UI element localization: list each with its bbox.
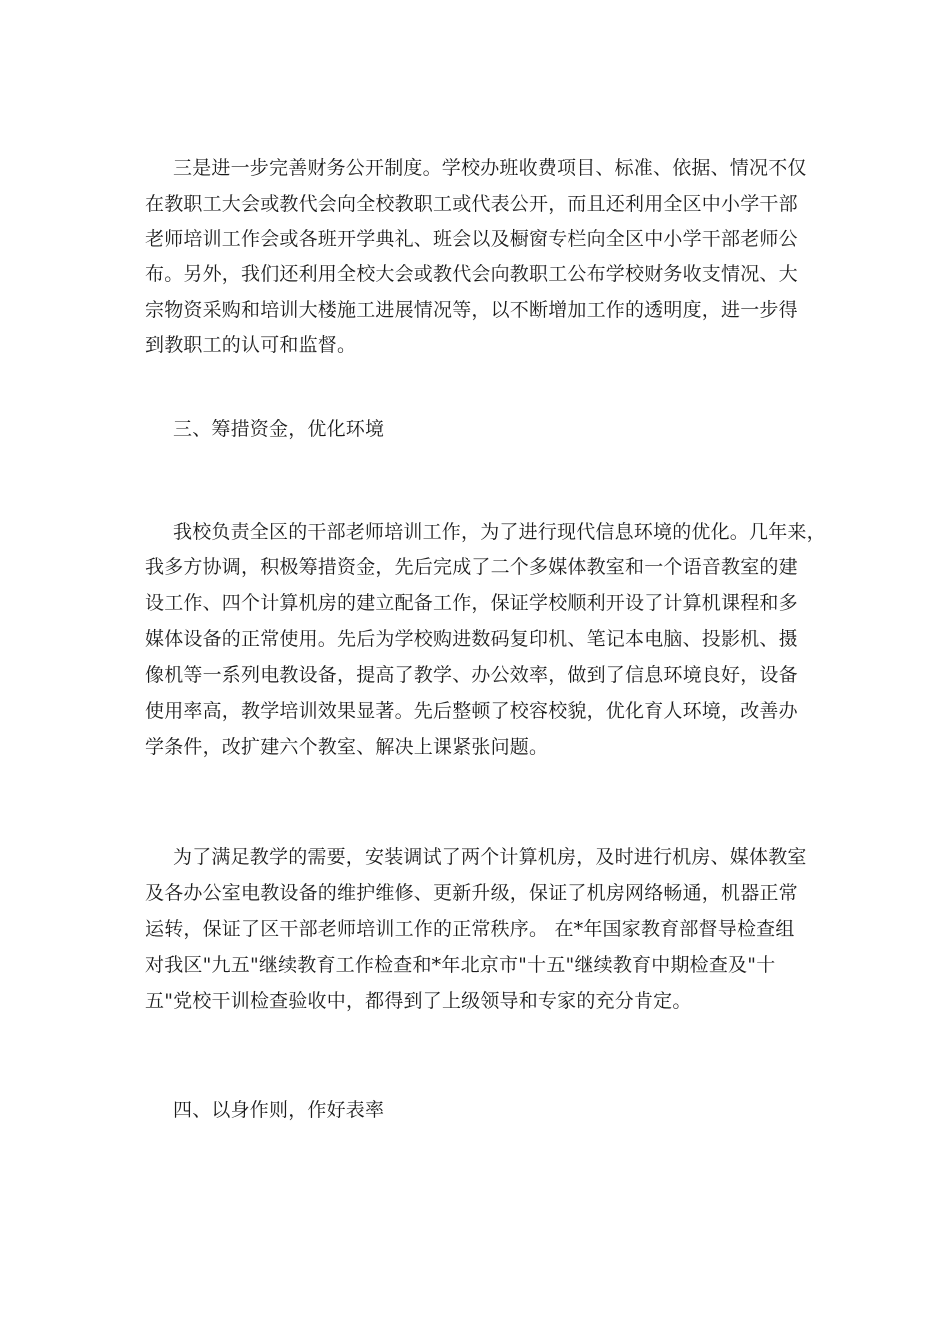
paragraph-line: 为了满足教学的需要，安装调试了两个计算机房，及时进行机房、媒体教室	[173, 846, 807, 868]
paragraph-line: 在教职工大会或教代会向全校教职工或代表公开，而且还利用全区中小学干部	[145, 193, 798, 215]
paragraph-line: 到教职工的认可和监督。	[145, 334, 357, 356]
section-heading-raise-funds: 三、筹措资金，优化环境	[173, 418, 385, 440]
paragraph-line: 学条件，改扩建六个教室、解决上课紧张问题。	[145, 736, 549, 758]
paragraph-line: 我校负责全区的干部老师培训工作，为了进行现代信息环境的优化。几年来，	[173, 521, 826, 543]
paragraph-line: 三是进一步完善财务公开制度。学校办班收费项目、标准、依据、情况不仅	[173, 157, 807, 179]
paragraph-line: 布。另外，我们还利用全校大会或教代会向教职工公布学校财务收支情况、大	[145, 263, 798, 285]
paragraph-line: 媒体设备的正常使用。先后为学校购进数码复印机、笔记本电脑、投影机、摄	[145, 628, 798, 650]
paragraph-line: 对我区"九五"继续教育工作检查和*年北京市"十五"继续教育中期检查及"十	[145, 954, 776, 976]
paragraph-line: 老师培训工作会或各班开学典礼、班会以及橱窗专栏向全区中小学干部老师公	[145, 228, 798, 250]
paragraph-line: 我多方协调，积极筹措资金，先后完成了二个多媒体教室和一个语音教室的建	[145, 556, 798, 578]
section-heading-lead-by-example: 四、以身作则，作好表率	[173, 1099, 385, 1121]
paragraph-line: 像机等一系列电教设备，提高了教学、办公效率，做到了信息环境良好，设备	[145, 664, 798, 686]
paragraph-line: 使用率高，教学培训效果显著。先后整顿了校容校貌，优化育人环境，改善办	[145, 700, 798, 722]
paragraph-line: 及各办公室电教设备的维护维修、更新升级，保证了机房网络畅通，机器正常	[145, 882, 798, 904]
paragraph-line: 运转，保证了区干部老师培训工作的正常秩序。 在*年国家教育部督导检查组	[145, 918, 795, 940]
paragraph-line: 设工作、四个计算机房的建立配备工作，保证学校顺利开设了计算机课程和多	[145, 592, 798, 614]
paragraph-line: 宗物资采购和培训大楼施工进展情况等，以不断增加工作的透明度，进一步得	[145, 299, 798, 321]
paragraph-line: 五"党校干训检查验收中，都得到了上级领导和专家的充分肯定。	[145, 990, 692, 1012]
